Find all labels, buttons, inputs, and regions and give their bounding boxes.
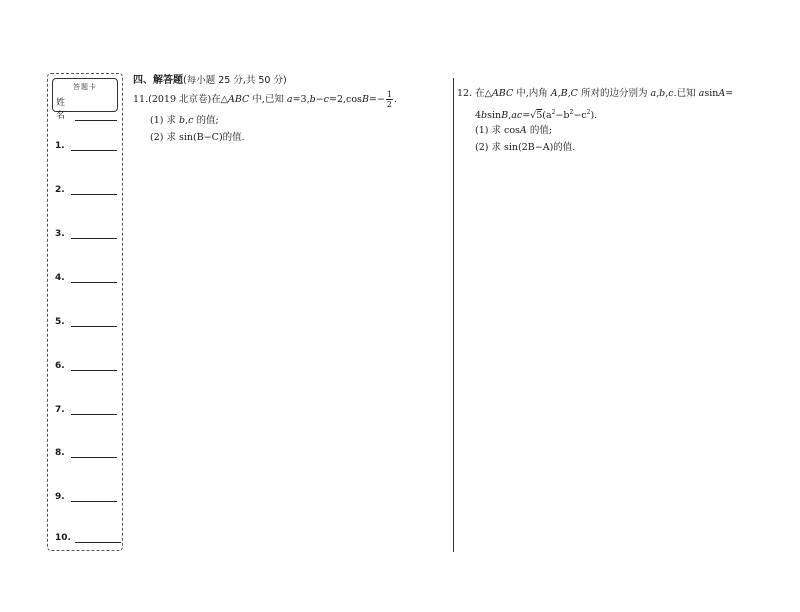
question-12-stem-line-1: 12. 在△ABC 中,内角 A,B,C 所对的边分别为 a,b,c.已知 asinA=	[457, 88, 734, 99]
answer-row-1	[55, 141, 117, 151]
column-divider	[453, 78, 454, 552]
question-11-part-2: (2) 求 sin(B−C)的值.	[150, 132, 245, 143]
answer-number: 5.	[55, 317, 65, 327]
section-note: (每小题 25 分,共 50 分)	[183, 75, 287, 86]
answer-card-header	[52, 78, 118, 121]
answer-number: 9.	[55, 492, 65, 502]
answer-number: 2.	[55, 185, 65, 195]
answer-number: 8.	[55, 448, 65, 458]
question-12-part-1: (1) 求 cosA 的值;	[475, 125, 553, 136]
answer-row-2	[55, 185, 117, 195]
answer-row-8	[55, 448, 117, 458]
answer-row-3	[55, 229, 117, 239]
answer-blank-3[interactable]	[71, 229, 117, 239]
answer-row-7	[55, 405, 117, 415]
answer-blank-5[interactable]	[71, 317, 117, 327]
question-12-part-2: (2) 求 sin(2B−A)的值.	[475, 142, 576, 153]
answer-blank-4[interactable]	[71, 273, 117, 283]
answer-number: 3.	[55, 229, 65, 239]
answer-card-title: 答题卡	[73, 83, 97, 91]
name-row	[56, 95, 117, 121]
answer-card	[47, 73, 123, 551]
answer-number: 4.	[55, 273, 65, 283]
answer-blank-6[interactable]	[71, 361, 117, 371]
answer-row-10	[55, 533, 121, 543]
answer-blank-8[interactable]	[71, 448, 117, 458]
question-11-part-1: (1) 求 b,c 的值;	[150, 115, 219, 126]
answer-row-6	[55, 361, 117, 371]
answer-row-9	[55, 492, 117, 502]
answer-blank-1[interactable]	[71, 141, 117, 151]
answer-row-5	[55, 317, 117, 327]
question-12-stem-line-2: $4bsinB,ac=√5(a^2-b^2-c^2)$.	[475, 109, 598, 121]
section-title: 四、解答题	[133, 75, 183, 86]
name-label: 姓名	[56, 98, 66, 121]
answer-blank-10[interactable]	[75, 533, 121, 543]
answer-number: 7.	[55, 405, 65, 415]
answer-number: 1.	[55, 141, 65, 151]
answer-number: 6.	[55, 361, 65, 371]
answer-row-4	[55, 273, 117, 283]
answer-blank-2[interactable]	[71, 185, 117, 195]
fraction-one-half: $\frac{1}{2}$	[386, 90, 392, 109]
answer-blank-9[interactable]	[71, 492, 117, 502]
section-heading	[133, 71, 287, 86]
question-11-stem: 11.(2019 北京卷)在△ABC 中,已知 a=3,b−c=2,cosB=− $\frac{1}{2}$ .	[133, 90, 397, 109]
answer-blank-7[interactable]	[71, 405, 117, 415]
answer-number: 10.	[55, 533, 71, 543]
name-field[interactable]	[75, 111, 117, 121]
